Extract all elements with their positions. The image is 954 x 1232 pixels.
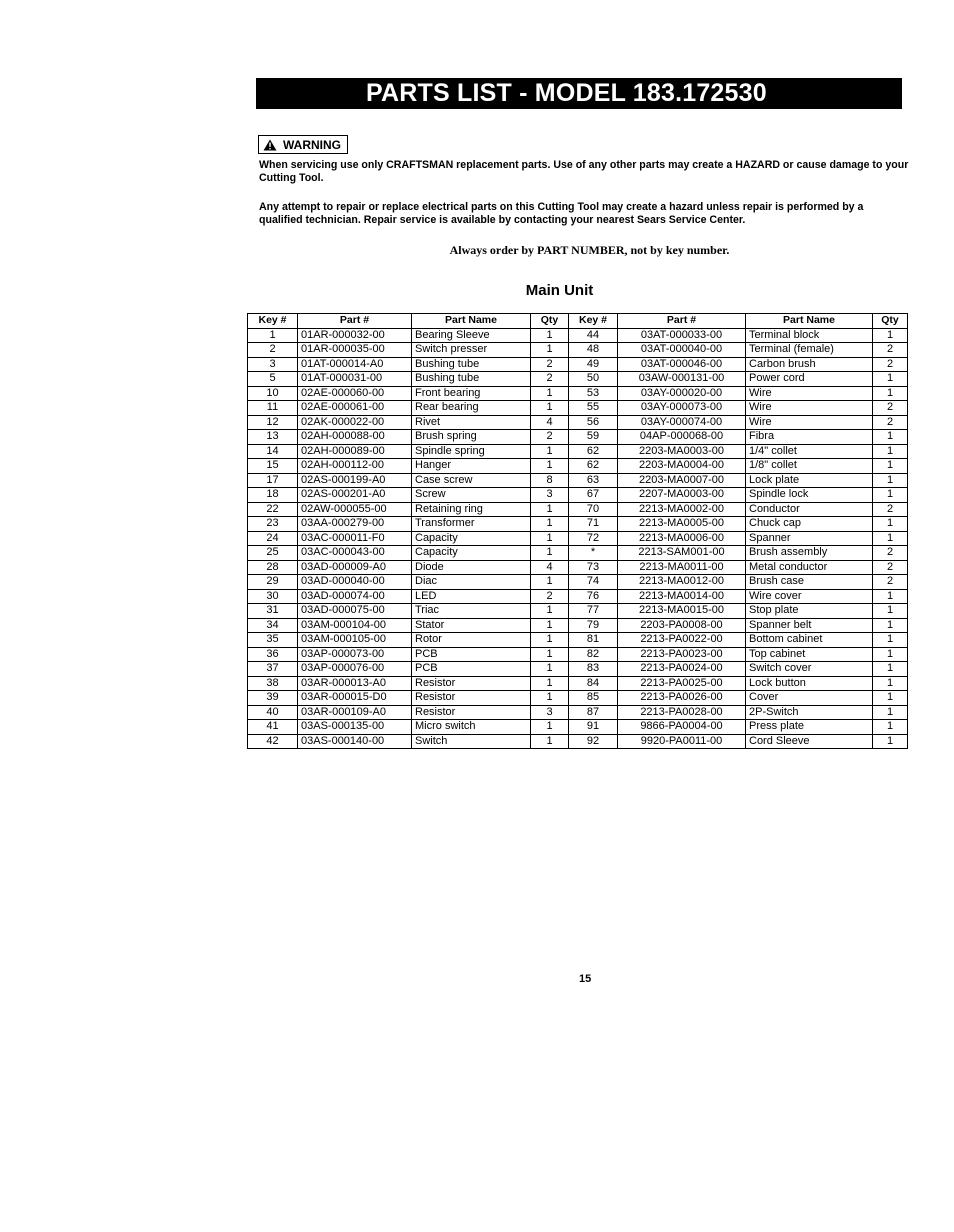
cell-part-number: 03AR-000013-A0	[298, 676, 412, 691]
cell-key: 14	[248, 444, 298, 459]
cell-part-number: 03AD-000040-00	[298, 575, 412, 590]
cell-key-2: 84	[569, 676, 618, 691]
cell-part-name-2: Top cabinet	[746, 647, 873, 662]
cell-qty: 2	[531, 589, 569, 604]
cell-part-number-2: 2213-PA0026-00	[618, 691, 746, 706]
cell-key-2: 82	[569, 647, 618, 662]
cell-key-2: 53	[569, 386, 618, 401]
table-row	[248, 517, 908, 532]
cell-qty-2: 2	[873, 357, 908, 372]
warning-triangle-icon	[263, 139, 277, 151]
table-row	[248, 357, 908, 372]
cell-qty-2: 2	[873, 415, 908, 430]
cell-qty: 1	[531, 343, 569, 358]
cell-part-name-2: 1/8" collet	[746, 459, 873, 474]
table-row	[248, 430, 908, 445]
cell-qty: 1	[531, 517, 569, 532]
cell-part-number: 03AD-000074-00	[298, 589, 412, 604]
cell-part-name: LED	[412, 589, 531, 604]
cell-part-number-2: 2213-MA0006-00	[618, 531, 746, 546]
cell-key: 36	[248, 647, 298, 662]
cell-part-number-2: 2213-PA0024-00	[618, 662, 746, 677]
cell-qty-2: 1	[873, 531, 908, 546]
table-row	[248, 473, 908, 488]
order-note: Always order by PART NUMBER, not by key number.	[449, 243, 730, 257]
cell-qty-2: 1	[873, 372, 908, 387]
col-header-key: Key #	[248, 314, 298, 329]
cell-part-number-2: 2213-SAM001-00	[618, 546, 746, 561]
cell-part-name: Capacity	[412, 531, 531, 546]
cell-key: 37	[248, 662, 298, 677]
cell-part-name: Capacity	[412, 546, 531, 561]
cell-part-number-2: 03AT-000046-00	[618, 357, 746, 372]
cell-key-2: 49	[569, 357, 618, 372]
cell-part-name: Triac	[412, 604, 531, 619]
table-row	[248, 618, 908, 633]
cell-key-2: 74	[569, 575, 618, 590]
cell-part-name-2: Stop plate	[746, 604, 873, 619]
cell-part-name: Stator	[412, 618, 531, 633]
cell-part-name: Bearing Sleeve	[412, 328, 531, 343]
cell-part-name-2: Press plate	[746, 720, 873, 735]
table-header-row	[248, 314, 908, 329]
table-row	[248, 502, 908, 517]
cell-qty-2: 1	[873, 473, 908, 488]
warning-paragraph-2: Any attempt to repair or replace electrical parts on this Cutting Tool may create a hazard unless repair is performed by a qualified technician. Repair service is available by contacting your nearest Sears Service Center.	[259, 201, 864, 226]
cell-part-name-2: Cover	[746, 691, 873, 706]
cell-key: 28	[248, 560, 298, 575]
cell-key: 13	[248, 430, 298, 445]
cell-qty: 1	[531, 531, 569, 546]
cell-part-name-2: Terminal (female)	[746, 343, 873, 358]
title-bar	[256, 78, 902, 109]
cell-qty: 1	[531, 401, 569, 416]
cell-key: 18	[248, 488, 298, 503]
cell-qty: 8	[531, 473, 569, 488]
cell-key-2: 85	[569, 691, 618, 706]
col-header-part-number: Part #	[298, 314, 412, 329]
cell-part-number: 01AT-000031-00	[298, 372, 412, 387]
cell-part-number-2: 2213-PA0022-00	[618, 633, 746, 648]
cell-part-number-2: 2213-MA0015-00	[618, 604, 746, 619]
table-row	[248, 691, 908, 706]
cell-part-name: Rear bearing	[412, 401, 531, 416]
cell-key-2: 44	[569, 328, 618, 343]
cell-qty-2: 1	[873, 662, 908, 677]
cell-key: 22	[248, 502, 298, 517]
cell-qty-2: 1	[873, 517, 908, 532]
col-header-part-name: Part Name	[412, 314, 531, 329]
cell-part-number-2: 03AY-000074-00	[618, 415, 746, 430]
cell-key: 11	[248, 401, 298, 416]
table-row	[248, 401, 908, 416]
cell-qty-2: 2	[873, 575, 908, 590]
cell-qty-2: 1	[873, 691, 908, 706]
cell-key: 30	[248, 589, 298, 604]
cell-qty: 4	[531, 560, 569, 575]
table-row	[248, 386, 908, 401]
cell-qty: 1	[531, 502, 569, 517]
table-row	[248, 662, 908, 677]
cell-part-number-2: 2203-MA0003-00	[618, 444, 746, 459]
cell-qty-2: 1	[873, 720, 908, 735]
table-row	[248, 575, 908, 590]
cell-part-name: Hanger	[412, 459, 531, 474]
cell-qty-2: 1	[873, 459, 908, 474]
cell-key-2: 71	[569, 517, 618, 532]
cell-qty: 1	[531, 647, 569, 662]
cell-key: 42	[248, 734, 298, 749]
cell-part-number-2: 2213-MA0012-00	[618, 575, 746, 590]
cell-qty: 1	[531, 633, 569, 648]
cell-key: 1	[248, 328, 298, 343]
cell-part-name: PCB	[412, 647, 531, 662]
cell-part-number: 03AP-000073-00	[298, 647, 412, 662]
col-header-part-name-2: Part Name	[746, 314, 873, 329]
cell-part-number: 01AR-000032-00	[298, 328, 412, 343]
cell-key: 40	[248, 705, 298, 720]
cell-qty: 2	[531, 357, 569, 372]
cell-part-number-2: 2213-PA0028-00	[618, 705, 746, 720]
cell-qty-2: 2	[873, 546, 908, 561]
cell-qty-2: 1	[873, 604, 908, 619]
cell-part-number-2: 9866-PA0004-00	[618, 720, 746, 735]
cell-part-number: 02AS-000201-A0	[298, 488, 412, 503]
cell-key: 39	[248, 691, 298, 706]
table-row	[248, 604, 908, 619]
table-row	[248, 633, 908, 648]
page-number: 15	[579, 973, 592, 985]
cell-qty-2: 1	[873, 676, 908, 691]
cell-part-name-2: Carbon brush	[746, 357, 873, 372]
cell-part-name-2: Wire	[746, 386, 873, 401]
cell-qty: 1	[531, 662, 569, 677]
col-header-key-2: Key #	[569, 314, 618, 329]
cell-part-name-2: Spindle lock	[746, 488, 873, 503]
cell-part-name: Switch presser	[412, 343, 531, 358]
col-header-qty-2: Qty	[873, 314, 908, 329]
cell-qty-2: 2	[873, 502, 908, 517]
cell-qty-2: 2	[873, 343, 908, 358]
cell-part-name: Brush spring	[412, 430, 531, 445]
cell-part-number: 02AH-000088-00	[298, 430, 412, 445]
cell-qty-2: 1	[873, 488, 908, 503]
cell-qty-2: 1	[873, 705, 908, 720]
cell-part-name: Resistor	[412, 676, 531, 691]
table-row	[248, 647, 908, 662]
cell-key-2: 72	[569, 531, 618, 546]
warning-paragraph-1: When servicing use only CRAFTSMAN replacement parts. Use of any other parts may create a HAZARD or cause damage to your Cutting Tool.	[259, 159, 909, 184]
page-title: PARTS LIST - MODEL 183.172530	[366, 79, 767, 107]
table-row	[248, 589, 908, 604]
cell-key: 15	[248, 459, 298, 474]
cell-key: 5	[248, 372, 298, 387]
section-title: Main Unit	[525, 282, 594, 299]
cell-key-2: 92	[569, 734, 618, 749]
cell-key-2: 79	[569, 618, 618, 633]
cell-part-name: Front bearing	[412, 386, 531, 401]
cell-part-number: 02AE-000060-00	[298, 386, 412, 401]
cell-part-name: Transformer	[412, 517, 531, 532]
cell-part-name: Diode	[412, 560, 531, 575]
cell-key-2: 48	[569, 343, 618, 358]
cell-key: 2	[248, 343, 298, 358]
cell-key-2: 70	[569, 502, 618, 517]
cell-key: 38	[248, 676, 298, 691]
cell-key-2: 83	[569, 662, 618, 677]
cell-part-name-2: Brush assembly	[746, 546, 873, 561]
cell-key-2: 63	[569, 473, 618, 488]
cell-part-name: Diac	[412, 575, 531, 590]
cell-qty: 3	[531, 488, 569, 503]
parts-table	[247, 313, 908, 749]
cell-qty-2: 1	[873, 633, 908, 648]
cell-part-number-2: 03AW-000131-00	[618, 372, 746, 387]
cell-key-2: *	[569, 546, 618, 561]
cell-qty: 1	[531, 459, 569, 474]
table-row	[248, 328, 908, 343]
cell-qty: 2	[531, 430, 569, 445]
cell-part-number: 03AS-000135-00	[298, 720, 412, 735]
cell-key: 31	[248, 604, 298, 619]
cell-part-number: 03AM-000105-00	[298, 633, 412, 648]
cell-part-name-2: Wire	[746, 415, 873, 430]
cell-part-name: Spindle spring	[412, 444, 531, 459]
cell-part-number-2: 03AT-000033-00	[618, 328, 746, 343]
cell-part-number: 03AA-000279-00	[298, 517, 412, 532]
cell-key-2: 55	[569, 401, 618, 416]
cell-part-number: 02AE-000061-00	[298, 401, 412, 416]
cell-qty: 1	[531, 676, 569, 691]
table-row	[248, 459, 908, 474]
cell-key-2: 87	[569, 705, 618, 720]
table-row	[248, 415, 908, 430]
table-row	[248, 546, 908, 561]
cell-part-name: Case screw	[412, 473, 531, 488]
table-row	[248, 372, 908, 387]
cell-qty: 1	[531, 575, 569, 590]
cell-part-number-2: 2213-PA0025-00	[618, 676, 746, 691]
cell-part-name: Bushing tube	[412, 372, 531, 387]
table-row	[248, 531, 908, 546]
table-row	[248, 560, 908, 575]
cell-key-2: 59	[569, 430, 618, 445]
cell-part-number-2: 03AT-000040-00	[618, 343, 746, 358]
cell-part-number: 02AW-000055-00	[298, 502, 412, 517]
cell-qty: 1	[531, 734, 569, 749]
cell-qty: 1	[531, 604, 569, 619]
table-row	[248, 488, 908, 503]
cell-part-name-2: Wire cover	[746, 589, 873, 604]
cell-part-name-2: Lock button	[746, 676, 873, 691]
parts-table-body	[248, 328, 908, 749]
cell-part-name-2: Lock plate	[746, 473, 873, 488]
cell-key-2: 67	[569, 488, 618, 503]
cell-part-name-2: Fibra	[746, 430, 873, 445]
cell-qty-2: 1	[873, 444, 908, 459]
cell-qty: 1	[531, 386, 569, 401]
cell-part-name: Resistor	[412, 705, 531, 720]
cell-qty: 1	[531, 444, 569, 459]
cell-qty-2: 1	[873, 328, 908, 343]
cell-part-number: 03AR-000015-D0	[298, 691, 412, 706]
cell-part-name-2: Power cord	[746, 372, 873, 387]
cell-part-number: 01AT-000014-A0	[298, 357, 412, 372]
cell-part-name-2: Bottom cabinet	[746, 633, 873, 648]
cell-part-name-2: Chuck cap	[746, 517, 873, 532]
cell-key: 29	[248, 575, 298, 590]
table-row	[248, 720, 908, 735]
cell-part-number: 03AC-000043-00	[298, 546, 412, 561]
cell-part-name-2: Brush case	[746, 575, 873, 590]
cell-qty-2: 1	[873, 589, 908, 604]
cell-part-number: 03AD-000009-A0	[298, 560, 412, 575]
table-row	[248, 734, 908, 749]
cell-key-2: 77	[569, 604, 618, 619]
cell-key-2: 62	[569, 444, 618, 459]
cell-part-name-2: Metal conductor	[746, 560, 873, 575]
warning-box	[258, 135, 348, 154]
cell-part-number: 02AS-000199-A0	[298, 473, 412, 488]
cell-part-name-2: Spanner belt	[746, 618, 873, 633]
cell-key-2: 73	[569, 560, 618, 575]
cell-part-number-2: 2213-PA0023-00	[618, 647, 746, 662]
cell-part-number-2: 2203-PA0008-00	[618, 618, 746, 633]
cell-part-number-2: 2213-MA0011-00	[618, 560, 746, 575]
table-row	[248, 444, 908, 459]
cell-qty-2: 2	[873, 401, 908, 416]
cell-part-number-2: 2207-MA0003-00	[618, 488, 746, 503]
cell-key-2: 56	[569, 415, 618, 430]
cell-qty-2: 1	[873, 618, 908, 633]
cell-part-number-2: 03AY-000073-00	[618, 401, 746, 416]
cell-part-number-2: 2213-MA0002-00	[618, 502, 746, 517]
cell-part-number-2: 03AY-000020-00	[618, 386, 746, 401]
cell-qty: 3	[531, 705, 569, 720]
cell-key-2: 62	[569, 459, 618, 474]
warning-label: WARNING	[283, 137, 341, 152]
cell-qty: 1	[531, 546, 569, 561]
cell-qty: 1	[531, 691, 569, 706]
cell-key: 35	[248, 633, 298, 648]
cell-part-name-2: Cord Sleeve	[746, 734, 873, 749]
cell-part-name: Switch	[412, 734, 531, 749]
table-row	[248, 343, 908, 358]
cell-part-number-2: 04AP-000068-00	[618, 430, 746, 445]
cell-qty-2: 1	[873, 647, 908, 662]
cell-key: 23	[248, 517, 298, 532]
cell-qty-2: 1	[873, 386, 908, 401]
cell-key: 25	[248, 546, 298, 561]
cell-qty-2: 2	[873, 560, 908, 575]
cell-key: 3	[248, 357, 298, 372]
cell-part-number-2: 2203-MA0007-00	[618, 473, 746, 488]
col-header-qty: Qty	[531, 314, 569, 329]
cell-part-name: Retaining ring	[412, 502, 531, 517]
cell-part-number-2: 2213-MA0014-00	[618, 589, 746, 604]
cell-qty-2: 1	[873, 430, 908, 445]
cell-key: 41	[248, 720, 298, 735]
cell-qty: 1	[531, 720, 569, 735]
cell-part-number: 03AC-000011-F0	[298, 531, 412, 546]
cell-key-2: 91	[569, 720, 618, 735]
cell-part-number: 03AS-000140-00	[298, 734, 412, 749]
table-row	[248, 705, 908, 720]
cell-part-name-2: 1/4" collet	[746, 444, 873, 459]
cell-key-2: 81	[569, 633, 618, 648]
cell-key: 24	[248, 531, 298, 546]
cell-qty-2: 1	[873, 734, 908, 749]
cell-part-name-2: 2P-Switch	[746, 705, 873, 720]
cell-key-2: 50	[569, 372, 618, 387]
cell-part-number: 03AD-000075-00	[298, 604, 412, 619]
cell-part-name-2: Conductor	[746, 502, 873, 517]
cell-part-name: Bushing tube	[412, 357, 531, 372]
cell-qty: 4	[531, 415, 569, 430]
cell-key: 10	[248, 386, 298, 401]
cell-part-name-2: Switch cover	[746, 662, 873, 677]
cell-part-number-2: 9920-PA0011-00	[618, 734, 746, 749]
cell-qty: 1	[531, 328, 569, 343]
cell-key: 12	[248, 415, 298, 430]
cell-part-number: 03AM-000104-00	[298, 618, 412, 633]
cell-part-name-2: Wire	[746, 401, 873, 416]
cell-key-2: 76	[569, 589, 618, 604]
table-row	[248, 676, 908, 691]
cell-part-name: Resistor	[412, 691, 531, 706]
cell-part-name: PCB	[412, 662, 531, 677]
col-header-part-number-2: Part #	[618, 314, 746, 329]
cell-part-name-2: Terminal block	[746, 328, 873, 343]
cell-part-name-2: Spanner	[746, 531, 873, 546]
cell-part-number-2: 2213-MA0005-00	[618, 517, 746, 532]
cell-part-number: 03AR-000109-A0	[298, 705, 412, 720]
cell-qty: 2	[531, 372, 569, 387]
cell-part-name: Micro switch	[412, 720, 531, 735]
cell-part-number: 02AH-000112-00	[298, 459, 412, 474]
cell-key: 17	[248, 473, 298, 488]
cell-part-number: 02AK-000022-00	[298, 415, 412, 430]
cell-part-name: Screw	[412, 488, 531, 503]
cell-part-name: Rotor	[412, 633, 531, 648]
cell-key: 34	[248, 618, 298, 633]
cell-part-number: 02AH-000089-00	[298, 444, 412, 459]
cell-qty: 1	[531, 618, 569, 633]
cell-part-name: Rivet	[412, 415, 531, 430]
cell-part-number-2: 2203-MA0004-00	[618, 459, 746, 474]
cell-part-number: 01AR-000035-00	[298, 343, 412, 358]
cell-part-number: 03AP-000076-00	[298, 662, 412, 677]
